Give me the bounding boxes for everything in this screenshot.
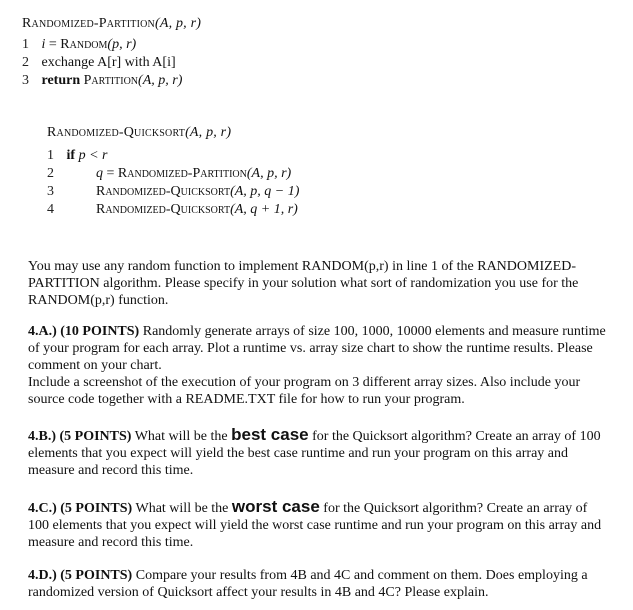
proc-name: Randomized-Quicksort	[47, 125, 186, 140]
question-4d	[28, 567, 610, 601]
proc-call: Randomized-Partition	[117, 166, 247, 181]
q4c-pre: What will be the	[132, 501, 232, 516]
q4b-pre: What will be the	[131, 429, 232, 444]
q4b-post: for the Quicksort algorithm? Create an array of 100 elements that you expect will yield the best case runtime and run your program on this array and measure and record this time.	[28, 429, 601, 478]
var: q	[96, 166, 103, 181]
keyword: return	[41, 73, 81, 88]
condition: p < r	[78, 148, 108, 163]
q4c-post: for the Quicksort algorithm? Create an array of 100 elements that you expect will yield the worst case runtime and run your program on this array and measure and record this time.	[28, 501, 602, 550]
question-4a	[28, 323, 610, 408]
randomized-partition-block	[22, 16, 201, 90]
code-line	[22, 36, 201, 54]
line-number: 1	[47, 148, 54, 163]
question-4b	[28, 426, 610, 479]
proc-call: Random	[60, 37, 108, 52]
code-line	[47, 201, 299, 219]
args: (A, p, q − 1)	[230, 184, 300, 199]
algo-title	[22, 16, 201, 32]
q4d-text: Compare your results from 4B and 4C and comment on them. Does employing a randomized version of Quicksort affect your results in 4B and 4C? Please explain.	[28, 568, 588, 600]
line-number: 3	[22, 73, 29, 88]
code-line	[47, 165, 299, 183]
algo-title	[47, 125, 299, 141]
q4a-label: 4.A.) (10 POINTS)	[28, 324, 140, 339]
code-line	[22, 54, 201, 72]
randomized-quicksort-block	[47, 125, 299, 219]
q4b-label: 4.B.) (5 POINTS)	[28, 429, 132, 444]
args: (A, q + 1, r)	[230, 202, 298, 217]
var: i	[41, 37, 46, 52]
code-line	[47, 147, 299, 165]
proc-call: Randomized-Quicksort	[96, 184, 231, 199]
question-4c	[28, 498, 610, 551]
line-number: 1	[22, 37, 29, 52]
q4b-paragraph	[28, 426, 610, 479]
q4d-label: 4.D.) (5 POINTS)	[28, 568, 133, 583]
keyword: if	[66, 148, 76, 163]
line-number: 4	[47, 202, 54, 217]
intro-text: You may use any random function to implement RANDOM(p,r) in line 1 of the RANDOMIZED-PARTITION algorithm. Please specify in your solution what sort of randomization you use for the RANDOM(p,r) function.	[28, 259, 579, 308]
proc-call: Randomized-Quicksort	[96, 202, 231, 217]
line-number: 2	[47, 166, 54, 181]
q4a-text2: Include a screenshot of the execution of your program on 3 different array sizes. Also include your source code together with a README.TXT file for how to run your program.	[28, 375, 581, 407]
proc-args: (A, p, r)	[154, 16, 202, 31]
statement: exchange A[r] with A[i]	[41, 55, 176, 70]
args: (p, r)	[107, 37, 137, 52]
proc-args: (A, p, r)	[185, 125, 232, 140]
q4c-emph: worst case	[231, 497, 320, 516]
q4c-label: 4.C.) (5 POINTS)	[28, 501, 133, 516]
code-line	[47, 183, 299, 201]
code-line	[22, 72, 201, 90]
proc-call: Partition	[83, 73, 139, 88]
eq: =	[45, 37, 61, 52]
args: (A, p, r)	[138, 73, 183, 88]
line-number: 3	[47, 184, 54, 199]
line-number: 2	[22, 55, 29, 70]
q4a-paragraph	[28, 323, 610, 374]
q4c-paragraph	[28, 498, 610, 551]
proc-name: Randomized-Partition	[22, 16, 155, 31]
q4a-text: Randomly generate arrays of size 100, 1000, 10000 elements and measure runtime of your program for each array. Plot a runtime vs. array size chart to show the runtime results. Please comment on your chart.	[28, 324, 606, 373]
q4b-emph: best case	[231, 425, 309, 444]
q4d-paragraph	[28, 567, 610, 601]
args: (A, p, r)	[246, 166, 292, 181]
eq: =	[103, 166, 118, 181]
intro-paragraph	[28, 258, 610, 309]
